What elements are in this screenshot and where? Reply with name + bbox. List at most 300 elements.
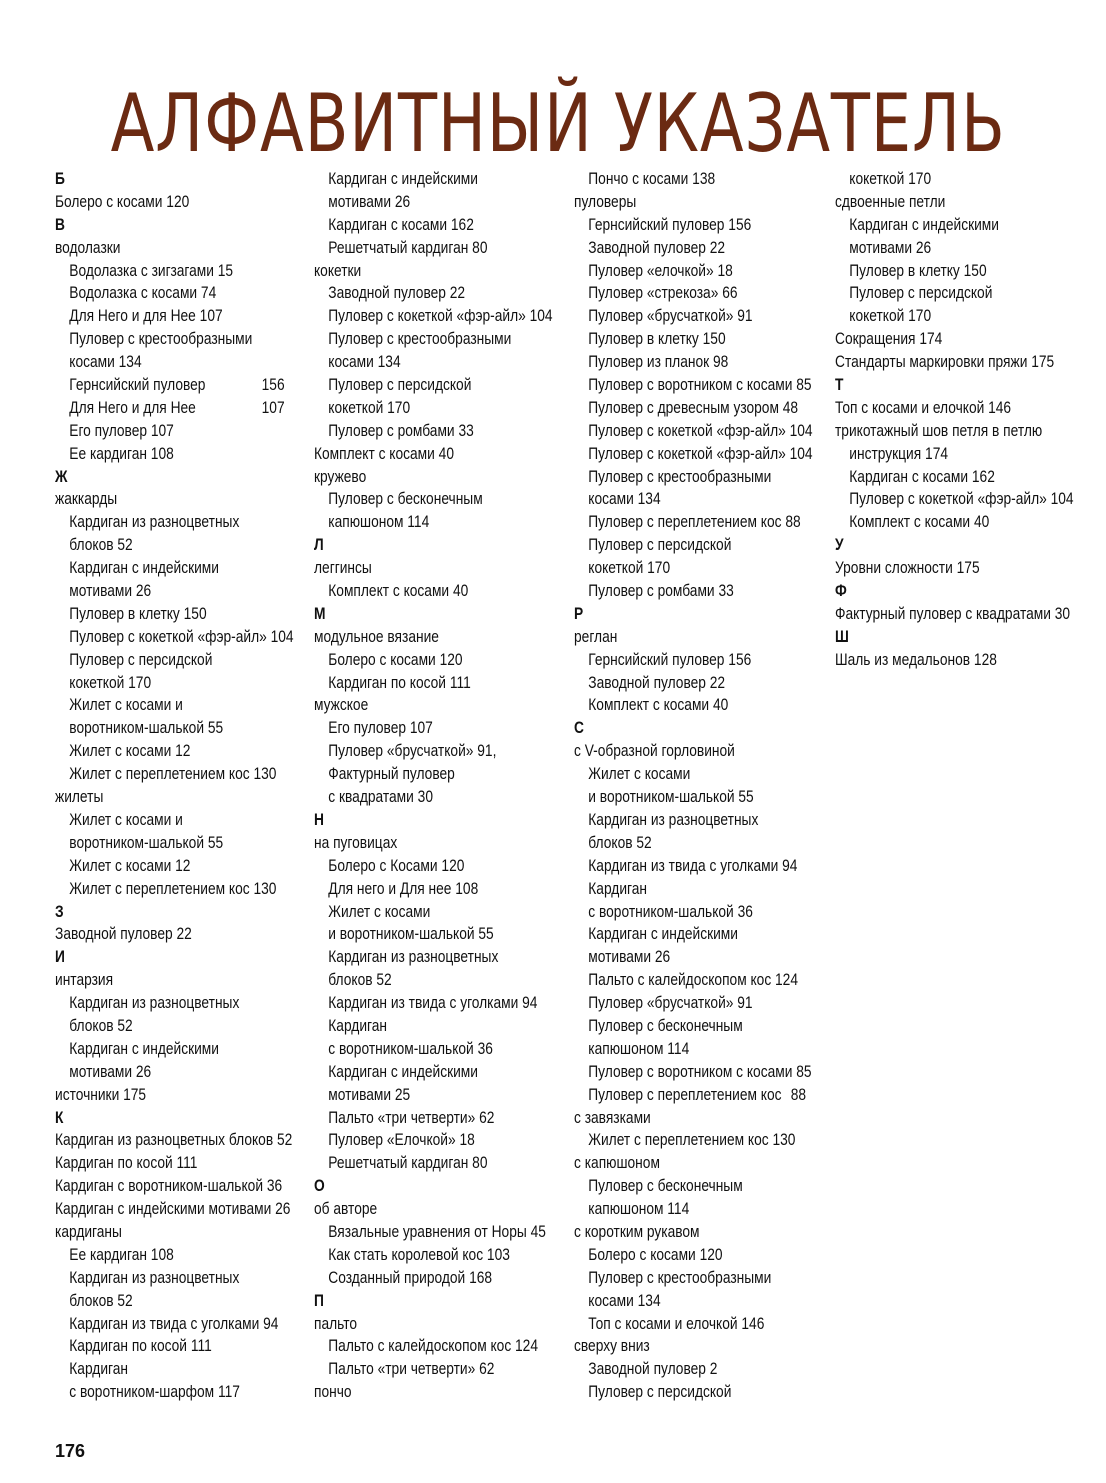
entry-text: Для Него и для Нее — [69, 398, 196, 417]
entry-text: Пончо с косами 138 — [588, 170, 716, 188]
entry-text: Ф — [835, 582, 847, 601]
entry-text: Пуловер с воротником с косами 85 — [588, 376, 812, 395]
index-subentry — [55, 580, 275, 603]
entry-text: Пуловер «брусчаткой» 91, — [328, 742, 497, 761]
index-subentry — [574, 420, 813, 443]
index-entry — [574, 1335, 794, 1358]
entry-text: кокеткой 170 — [588, 559, 671, 578]
entry-text: жаккарды — [55, 490, 118, 509]
entry-text: Кардиган из разноцветных — [69, 1268, 240, 1287]
entry-text: Пуловер с кокеткой «фэр-айл» 104 — [588, 444, 813, 463]
entry-text: на пуговицах — [314, 833, 398, 852]
index-subentry — [314, 305, 553, 328]
index-subentry — [314, 946, 534, 969]
index-letter-heading — [55, 1107, 275, 1130]
entry-text: Пуловер с кокеткой «фэр-айл» 104 — [69, 627, 294, 646]
index-subentry — [314, 717, 534, 740]
entry-text: Пуловер с бесконечным — [588, 1177, 743, 1196]
index-subentry — [574, 901, 794, 924]
entry-text: Ее кардиган 108 — [69, 444, 174, 463]
entry-text: с капюшоном — [574, 1154, 660, 1173]
index-subentry — [574, 1129, 794, 1152]
entry-text: Пуловер с воротником с косами 85 — [588, 1062, 812, 1081]
entry-text: Т — [835, 376, 844, 395]
index-subentry — [314, 969, 534, 992]
index-subentry — [574, 832, 794, 855]
index-subentry — [55, 397, 285, 420]
index-subentry — [314, 1335, 539, 1358]
index-subentry — [55, 1267, 275, 1290]
index-subentry — [314, 420, 534, 443]
entry-text: Кардиган из твида с уголками 94 — [69, 1314, 279, 1333]
entry-text: с коротким рукавом — [574, 1222, 700, 1241]
entry-text: Кардиган из разноцветных — [588, 810, 759, 829]
index-entry — [55, 1152, 275, 1175]
entry-text: Топ с косами и елочкой 146 — [588, 1314, 765, 1333]
index-subentry — [574, 305, 794, 328]
index-subentry — [574, 923, 794, 946]
entry-text: блоков 52 — [69, 536, 133, 555]
entry-text: с воротником-шарфом 117 — [69, 1383, 240, 1402]
index-subentry — [314, 923, 534, 946]
entry-page-number: 88 — [790, 1085, 807, 1104]
index-entry — [55, 923, 275, 946]
index-subentry — [574, 1175, 794, 1198]
index-entry — [55, 786, 275, 809]
index-subentry — [574, 1267, 794, 1290]
entry-text: косами 134 — [328, 353, 401, 372]
entry-text: Комплект с косами 40 — [328, 582, 469, 601]
entry-text: мотивами 26 — [69, 1062, 152, 1081]
entry-text: пальто — [314, 1314, 358, 1333]
index-subentry — [835, 214, 1055, 237]
index-subentry — [55, 878, 275, 901]
entry-text: Пуловер «брусчаткой» 91 — [588, 307, 753, 326]
index-subentry — [55, 1061, 275, 1084]
index-column-4 — [835, 168, 1097, 672]
index-entry — [55, 191, 275, 214]
entry-text: Н — [314, 810, 324, 829]
entry-text: Кардиган с индейскими — [849, 215, 999, 234]
index-subentry — [574, 946, 794, 969]
index-entry — [55, 237, 275, 260]
entry-text: жилеты — [55, 788, 104, 807]
entry-text: Кардиган по косой 111 — [55, 1154, 198, 1173]
entry-text: Гернсийский пуловер 156 — [588, 650, 752, 669]
index-subentry — [574, 992, 794, 1015]
entry-text: с завязками — [574, 1108, 651, 1127]
index-subentry — [55, 260, 275, 283]
entry-text: Заводной пуловер 22 — [588, 238, 726, 257]
entry-text: К — [55, 1108, 64, 1127]
index-letter-heading — [574, 717, 794, 740]
index-entry — [574, 626, 794, 649]
entry-text: косами 134 — [588, 490, 661, 509]
index-subentry — [314, 1244, 534, 1267]
index-subentry — [574, 1084, 807, 1107]
page-title: АЛФАВИТНЫЙ УКАЗАТЕЛЬ — [110, 76, 1006, 170]
entry-text: У — [835, 536, 844, 555]
entry-text: сдвоенные петли — [835, 192, 946, 211]
entry-text: З — [55, 902, 64, 921]
entry-text: с воротником-шалькой 36 — [588, 902, 753, 921]
entry-text: Ее кардиган 108 — [69, 1245, 174, 1264]
entry-text: Пуловер с крестообразными — [69, 330, 253, 349]
entry-text: Кардиган из разноцветных — [328, 948, 499, 967]
index-letter-heading — [55, 901, 275, 924]
index-subentry — [574, 351, 794, 374]
index-subentry — [574, 1244, 794, 1267]
index-subentry — [574, 1015, 794, 1038]
entry-text: Жилет с косами и — [69, 696, 183, 715]
entry-text: Кардиган — [588, 879, 648, 898]
index-subentry — [835, 168, 1055, 191]
entry-text: Жилет с косами и — [69, 810, 183, 829]
entry-page-number: 107 — [261, 398, 285, 417]
index-subentry — [55, 305, 275, 328]
entry-text: Пуловер из планок 98 — [588, 353, 729, 372]
index-subentry — [314, 1038, 534, 1061]
entry-text: Пуловер с ромбами 33 — [588, 582, 734, 601]
index-subentry — [574, 282, 794, 305]
index-entry — [574, 1221, 794, 1244]
index-subentry — [314, 580, 534, 603]
entry-text: Для него и Для нее 108 — [328, 879, 479, 898]
entry-text: Пальто «три четверти» 62 — [328, 1108, 495, 1127]
index-subentry — [55, 282, 275, 305]
entry-text: Кардиган с индейскими — [328, 1062, 478, 1081]
index-subentry — [55, 649, 275, 672]
entry-text: Пальто с калейдоскопом кос 124 — [328, 1337, 539, 1356]
index-letter-heading — [314, 809, 534, 832]
entry-text: Водолазка с косами 74 — [69, 284, 217, 303]
entry-text: Пальто «три четверти» 62 — [328, 1360, 495, 1379]
index-entry — [835, 191, 1055, 214]
index-subentry — [314, 855, 534, 878]
entry-text: Заводной пуловер 2 — [588, 1360, 718, 1379]
entry-text: Жилет с косами — [588, 765, 691, 784]
entry-text: О — [314, 1177, 325, 1196]
index-subentry — [574, 1381, 794, 1404]
index-letter-heading — [835, 534, 1055, 557]
index-subentry — [314, 740, 534, 763]
entry-text: мотивами 25 — [328, 1085, 411, 1104]
entry-text: кокетки — [314, 261, 362, 280]
entry-text: С — [574, 719, 584, 738]
entry-text: кокеткой 170 — [328, 398, 411, 417]
index-subentry — [835, 443, 1055, 466]
entry-text: Пуловер «стрекоза» 66 — [588, 284, 738, 303]
entry-text: водолазки — [55, 238, 121, 257]
index-subentry — [574, 1313, 794, 1336]
entry-text: кардиганы — [55, 1222, 122, 1241]
index-subentry — [574, 1038, 794, 1061]
page-number: 176 — [55, 1441, 86, 1461]
entry-text: Его пуловер 107 — [328, 719, 433, 738]
entry-text: Заводной пуловер 22 — [588, 673, 726, 692]
entry-text: блоков 52 — [69, 1291, 133, 1310]
entry-text: Кардиган с индейскими — [588, 925, 738, 944]
entry-text: Жилет с переплетением кос 130 — [69, 765, 277, 784]
index-subentry — [574, 511, 801, 534]
index-subentry — [574, 237, 794, 260]
entry-text: Комплект с косами 40 — [588, 696, 729, 715]
index-letter-heading — [314, 1290, 534, 1313]
entry-text: Комплект с косами 40 — [849, 513, 990, 532]
entry-text: Кардиган из разноцветных — [69, 994, 240, 1013]
entry-text: инструкция 174 — [849, 444, 949, 463]
index-subentry — [55, 1381, 275, 1404]
entry-text: Пуловер с крестообразными — [588, 1268, 772, 1287]
index-entry — [55, 488, 275, 511]
entry-text: Кардиган из разноцветных блоков 52 — [55, 1131, 293, 1150]
index-subentry — [55, 374, 285, 397]
entry-text: блоков 52 — [328, 971, 392, 990]
index-entry — [835, 328, 1055, 351]
index-subentry — [314, 1267, 534, 1290]
index-subentry — [314, 511, 534, 534]
entry-text: Жилет с переплетением кос 130 — [69, 879, 277, 898]
entry-text: Пуловер с крестообразными — [588, 467, 772, 486]
entry-text: Кардиган — [328, 1016, 388, 1035]
entry-text: Б — [55, 170, 65, 188]
entry-text: П — [314, 1291, 324, 1310]
entry-text: блоков 52 — [69, 1016, 133, 1035]
index-subentry — [314, 763, 534, 786]
index-subentry — [574, 488, 794, 511]
index-subentry — [574, 328, 794, 351]
entry-text: Решетчатый кардиган 80 — [328, 1154, 488, 1173]
entry-text: Уровни сложности 175 — [835, 559, 980, 578]
entry-text: Водолазка с зигзагами 15 — [69, 261, 234, 280]
entry-text: Заводной пуловер 22 — [55, 925, 192, 944]
index-subentry — [574, 969, 799, 992]
index-subentry — [55, 740, 275, 763]
index-subentry — [55, 351, 275, 374]
index-entry — [835, 603, 1071, 626]
index-subentry — [835, 511, 1055, 534]
entry-text: Сокращения 174 — [835, 330, 943, 349]
index-letter-heading — [835, 626, 1055, 649]
entry-text: Стандарты маркировки пряжи 175 — [835, 353, 1055, 372]
entry-text: воротником-шалькой 55 — [69, 833, 224, 852]
index-subentry — [55, 626, 294, 649]
entry-text: Кардиган с индейскими мотивами 26 — [55, 1200, 291, 1219]
index-subentry — [574, 878, 794, 901]
index-column-3 — [574, 168, 836, 1404]
index-subentry — [55, 1313, 279, 1336]
index-letter-heading — [314, 534, 534, 557]
index-subentry — [55, 1244, 275, 1267]
index-subentry — [574, 1358, 794, 1381]
entry-text: с воротником-шалькой 36 — [328, 1039, 493, 1058]
index-subentry — [574, 580, 794, 603]
entry-text: Топ с косами и елочкой 146 — [835, 398, 1012, 417]
index-subentry — [55, 809, 275, 832]
entry-text: Ж — [55, 467, 68, 486]
index-subentry — [835, 260, 1055, 283]
index-subentry — [574, 557, 794, 580]
index-entry — [55, 1084, 275, 1107]
index-subentry — [314, 878, 534, 901]
entry-text: Заводной пуловер 22 — [328, 284, 466, 303]
entry-text: Вязальные уравнения от Норы 45 — [328, 1222, 546, 1241]
entry-text: интарзия — [55, 971, 114, 990]
entry-text: Пуловер в клетку 150 — [588, 330, 726, 349]
entry-text: Пуловер с переплетением кос — [588, 1085, 782, 1104]
entry-text: Р — [574, 604, 584, 623]
entry-text: пуловеры — [574, 192, 637, 211]
entry-text: Пальто с калейдоскопом кос 124 — [588, 971, 799, 990]
entry-text: капюшоном 114 — [328, 513, 430, 532]
index-subentry — [55, 992, 275, 1015]
entry-text: Кардиган по косой 111 — [328, 673, 471, 692]
entry-text: мужское — [314, 696, 369, 715]
index-subentry — [314, 1084, 534, 1107]
index-subentry — [55, 1038, 275, 1061]
entry-text: Жилет с косами 12 — [69, 742, 191, 761]
entry-text: Жилет с косами — [328, 902, 431, 921]
entry-text: Пуловер «брусчаткой» 91 — [588, 994, 753, 1013]
entry-text: сверху вниз — [574, 1337, 650, 1356]
entry-page-number: 156 — [261, 376, 285, 395]
entry-text: Кардиган с индейскими — [69, 559, 219, 578]
index-subentry — [314, 1221, 546, 1244]
index-column-2 — [314, 168, 576, 1404]
entry-text: и воротником-шалькой 55 — [328, 925, 494, 944]
index-subentry — [574, 786, 794, 809]
index-subentry — [574, 466, 794, 489]
entry-text: блоков 52 — [588, 833, 652, 852]
entry-text: Пуловер в клетку 150 — [849, 261, 987, 280]
entry-text: Болеро с косами 120 — [55, 192, 190, 211]
index-entry — [835, 649, 1055, 672]
entry-text: источники 175 — [55, 1085, 147, 1104]
index-letter-heading — [574, 603, 794, 626]
entry-text: Созданный природой 168 — [328, 1268, 493, 1287]
entry-text: Гернсийский пуловер — [69, 376, 206, 395]
entry-text: модульное вязание — [314, 627, 439, 646]
entry-text: Кардиган из разноцветных — [69, 513, 240, 532]
index-subentry — [314, 992, 538, 1015]
entry-text: Гернсийский пуловер 156 — [588, 215, 752, 234]
entry-text: леггинсы — [314, 559, 372, 578]
entry-text: Шаль из медальонов 128 — [835, 650, 997, 669]
entry-text: Ш — [835, 627, 849, 646]
entry-text: Пуловер с бесконечным — [328, 490, 483, 509]
index-entry — [314, 1313, 534, 1336]
entry-text: Кардиган с косами 162 — [328, 215, 474, 234]
index-subentry — [574, 672, 794, 695]
index-entry — [55, 969, 275, 992]
index-subentry — [55, 420, 275, 443]
index-subentry — [314, 1358, 534, 1381]
entry-text: Кардиган по косой 111 — [69, 1337, 212, 1356]
entry-text: Фактурный пуловер с квадратами 30 — [835, 604, 1071, 623]
entry-text: кружево — [314, 467, 367, 486]
index-letter-heading — [835, 374, 1055, 397]
entry-text: Его пуловер 107 — [69, 421, 174, 440]
index-letter-heading — [55, 214, 275, 237]
index-letter-heading — [55, 946, 275, 969]
index-subentry — [55, 1335, 275, 1358]
index-subentry — [55, 672, 275, 695]
entry-text: Кардиган с косами 162 — [849, 467, 995, 486]
index-letter-heading — [314, 603, 534, 626]
index-subentry — [574, 260, 794, 283]
entry-text: Решетчатый кардиган 80 — [328, 238, 488, 257]
entry-text: с квадратами 30 — [328, 788, 433, 807]
index-subentry — [574, 649, 794, 672]
index-subentry — [314, 672, 534, 695]
entry-text: Пуловер с кокеткой «фэр-айл» 104 — [849, 490, 1074, 509]
index-subentry — [55, 694, 275, 717]
entry-text: Пуловер «Елочкой» 18 — [328, 1131, 475, 1150]
index-subentry — [55, 717, 275, 740]
index-subentry — [314, 397, 534, 420]
entry-text: реглан — [574, 627, 618, 646]
index-entry — [835, 420, 1055, 443]
index-subentry — [314, 328, 534, 351]
entry-text: Пуловер с кокеткой «фэр-айл» 104 — [328, 307, 553, 326]
index-entry — [55, 1129, 293, 1152]
index-subentry — [314, 1061, 534, 1084]
index-subentry — [835, 282, 1055, 305]
entry-text: трикотажный шов петля в петлю — [835, 421, 1043, 440]
index-subentry — [574, 1198, 794, 1221]
index-subentry — [314, 168, 534, 191]
entry-text: кокеткой 170 — [849, 170, 932, 188]
entry-text: мотивами 26 — [69, 582, 152, 601]
index-subentry — [574, 214, 794, 237]
index-subentry — [314, 1129, 534, 1152]
index-subentry — [314, 1015, 534, 1038]
entry-text: об авторе — [314, 1200, 378, 1219]
index-entry — [314, 1381, 534, 1404]
entry-text: Для Него и для Нее 107 — [69, 307, 223, 326]
index-entry — [55, 1175, 283, 1198]
index-entry — [835, 557, 1055, 580]
index-subentry — [55, 443, 275, 466]
index-subentry — [314, 786, 534, 809]
index-subentry — [574, 855, 798, 878]
entry-text: Кардиган с индейскими — [69, 1039, 219, 1058]
entry-text: воротником-шалькой 55 — [69, 719, 224, 738]
entry-text: Жилет с переплетением кос 130 — [588, 1131, 796, 1150]
entry-text: Фактурный пуловер — [328, 765, 455, 784]
entry-text: Как стать королевой кос 103 — [328, 1245, 510, 1264]
index-entry — [314, 694, 534, 717]
entry-text: Жилет с косами 12 — [69, 856, 191, 875]
entry-text: М — [314, 604, 326, 623]
index-entry — [574, 1107, 794, 1130]
index-subentry — [835, 237, 1055, 260]
index-subentry — [314, 191, 534, 214]
index-letter-heading — [314, 1175, 534, 1198]
index-subentry — [55, 1290, 275, 1313]
entry-text: Пуловер «елочкой» 18 — [588, 261, 733, 280]
entry-text: кокеткой 170 — [69, 673, 152, 692]
entry-text: Пуловер с кокеткой «фэр-айл» 104 — [588, 421, 813, 440]
index-subentry — [314, 1152, 534, 1175]
index-entry — [314, 443, 534, 466]
index-subentry — [574, 694, 794, 717]
entry-text: и воротником-шалькой 55 — [588, 788, 754, 807]
entry-text: мотивами 26 — [588, 948, 671, 967]
entry-text: косами 134 — [588, 1291, 661, 1310]
entry-text: Болеро с косами 120 — [328, 650, 463, 669]
index-subentry — [55, 534, 275, 557]
